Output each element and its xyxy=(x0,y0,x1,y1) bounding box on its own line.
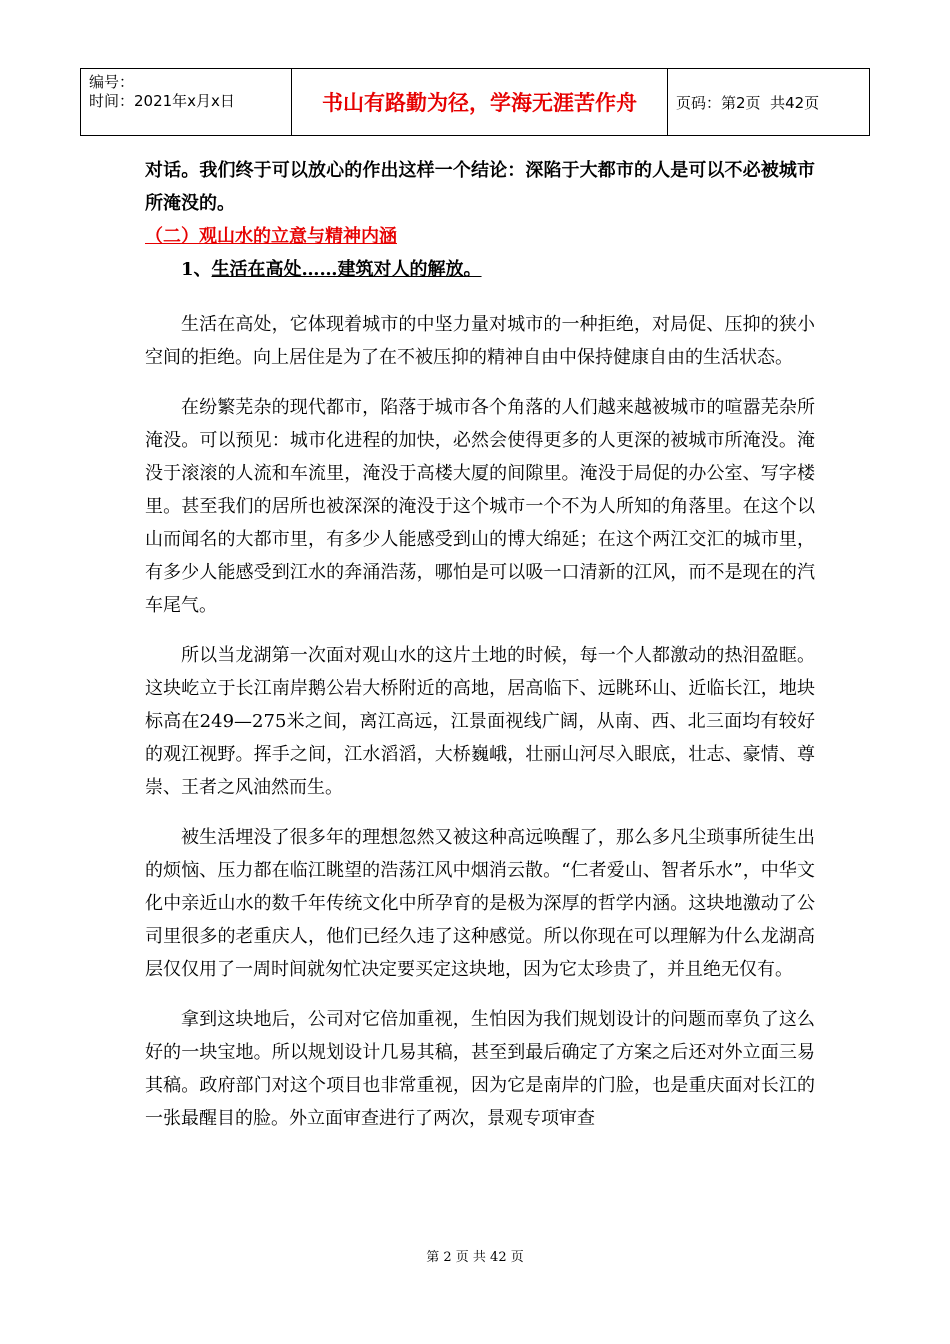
page-footer: 第 2 页 共 42 页 xyxy=(426,1250,524,1265)
sub-heading-number: 1、 xyxy=(181,259,212,280)
sub-heading xyxy=(145,253,815,286)
paragraph-2: 在纷繁芜杂的现代都市，陷落于城市各个角落的人们越来越被城市的喧嚣芜杂所淹没。可以预见：城市化进程的加快，必然会使得更多的人更深的被城市所淹没。淹没于滚滚的人流和车流里，淹没于高楼大厦的间隙里。淹没于局促的办公室、写字楼里。甚至我们的居所也被深深的淹没于这个城市一个不为人所知的角落里。在这个以山而闻名的大都市里，有多少人能感受到山的博大绵延；在这个两江交汇的城市里，有多少人能感受到江水的奔涌浩荡，哪怕是可以吸一口清新的江风，而不是现在的汽车尾气。 xyxy=(145,397,815,616)
document-body xyxy=(145,154,815,1135)
paragraph-1: 生活在高处，它体现着城市的中坚力量对城市的一种拒绝，对局促、压抑的狭小空间的拒绝。向上居住是为了在不被压抑的精神自由中保持健康自由的生活状态。 xyxy=(145,314,815,368)
doc-id-label: 编号： xyxy=(89,73,135,91)
sub-heading-text: 生活在高处……建筑对人的解放。 xyxy=(211,259,482,280)
header-table xyxy=(80,68,870,136)
header-motto: 书山有路勤为径，学海无涯苦作舟 xyxy=(292,69,668,135)
header-page-cell xyxy=(668,69,869,135)
paragraph-4: 被生活埋没了很多年的理想忽然又被这种高远唤醒了，那么多凡尘琐事所徒生出的烦恼、压力都在临江眺望的浩荡江风中烟消云散。“仁者爱山、智者乐水”，中华文化中亲近山水的数千年传统文化中所孕育的是极为深厚的哲学内涵。这块地激动了公司里很多的老重庆人，他们已经久违了这种感觉。所以你现在可以理解为什么龙湖高层仅仅用了一周时间就匆忙决定要买定这块地，因为它太珍贵了，并且绝无仅有。 xyxy=(145,827,815,980)
paragraph-5: 拿到这块地后，公司对它倍加重视，生怕因为我们规划设计的问题而辜负了这么好的一块宝地。所以规划设计几易其稿，甚至到最后确定了方案之后还对外立面三易其稿。政府部门对这个项目也非常重视，因为它是南岸的门脸，也是重庆面对长江的一张最醒目的脸。外立面审查进行了两次，景观专项审查 xyxy=(145,1009,815,1129)
page-info: 页码：第2页 共42页 xyxy=(676,93,820,112)
intro-paragraph: 对话。我们终于可以放心的作出这样一个结论：深陷于大都市的人是可以不必被城市所淹没的。 xyxy=(145,160,815,214)
paragraph-3: 所以当龙湖第一次面对观山水的这片土地的时候，每一个人都激动的热泪盈眶。这块屹立于长江南岸鹅公岩大桥附近的高地，居高临下、远眺环山、近临长江，地块标高在249—275米之间，离江高远，江景面视线广阔，从南、西、北三面均有较好的观江视野。挥手之间，江水滔滔，大桥巍峨，壮丽山河尽入眼底，壮志、豪情、尊崇、王者之风油然而生。 xyxy=(145,645,815,798)
header-meta-cell xyxy=(81,69,292,135)
doc-date-label: 时间：2021年x月x日 xyxy=(89,92,235,110)
section-heading: （二）观山水的立意与精神内涵 xyxy=(145,226,397,247)
